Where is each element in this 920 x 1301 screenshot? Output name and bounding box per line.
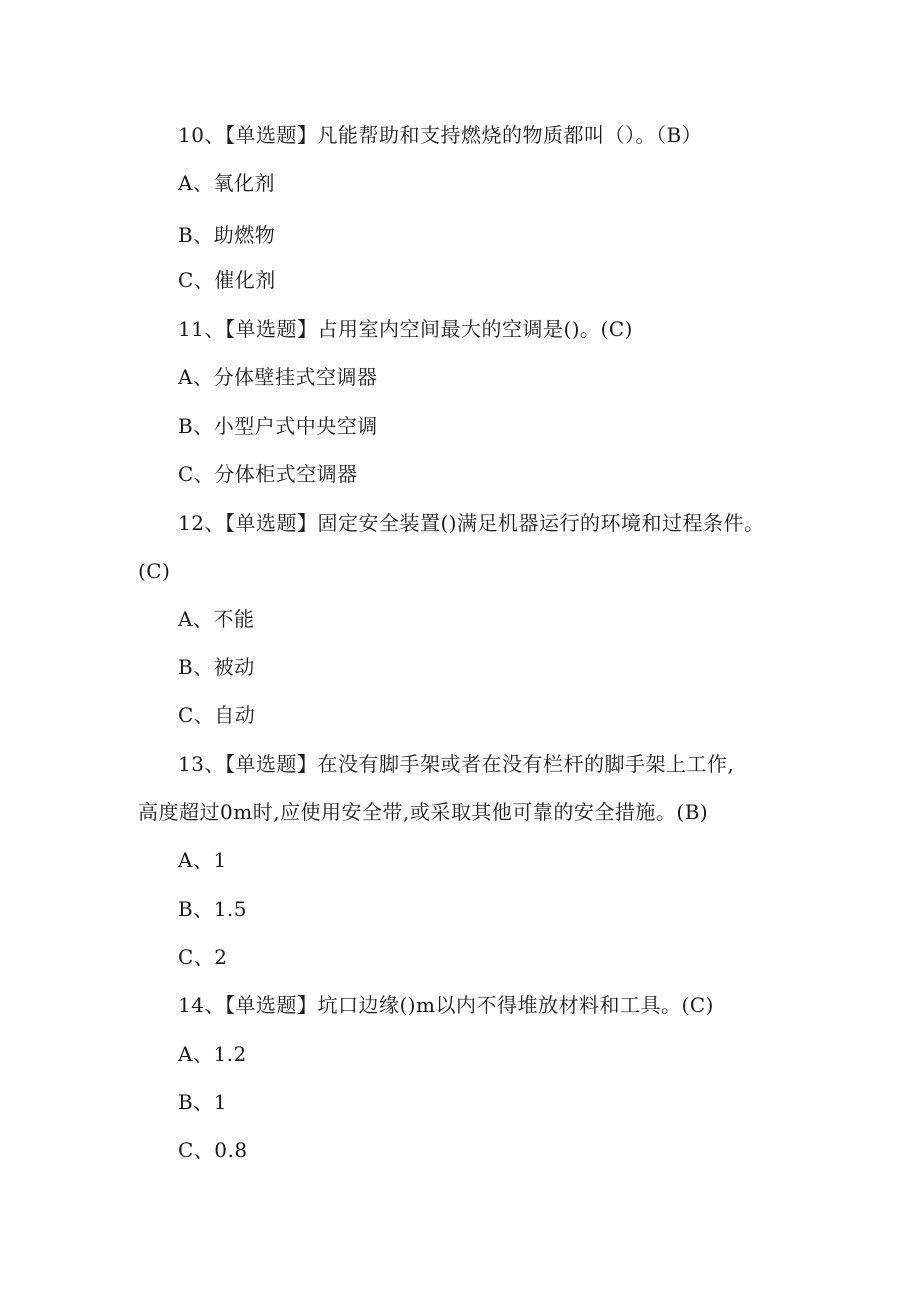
question-12-option-b: B、被动: [178, 655, 255, 679]
question-11-option-c: C、分体柜式空调器: [178, 462, 358, 486]
question-14-option-b: B、1: [178, 1090, 227, 1114]
question-13-option-c: C、2: [178, 945, 228, 969]
question-14-option-a: A、1.2: [178, 1042, 247, 1066]
question-10-option-a: A、氧化剂: [178, 171, 275, 195]
question-11-option-b: B、小型户式中央空调: [178, 414, 378, 438]
question-12-title: 12、【单选题】固定安全装置()满足机器运行的环境和过程条件。: [178, 511, 765, 535]
question-10-title: 10、【单选题】凡能帮助和支持燃烧的物质都叫（）。（B）: [178, 123, 703, 147]
question-10-option-c: C、催化剂: [178, 268, 276, 292]
question-13-option-b: B、1.5: [178, 897, 248, 921]
question-12-title-continued: (C): [138, 559, 171, 583]
question-10-option-b: B、助燃物: [178, 223, 276, 247]
question-12-option-c: C、自动: [178, 703, 256, 727]
question-12-option-a: A、不能: [178, 607, 255, 631]
question-13-title: 13、【单选题】在没有脚手架或者在没有栏杆的脚手架上工作,: [178, 752, 735, 776]
question-13-option-a: A、1: [178, 848, 227, 872]
question-14-option-c: C、0.8: [178, 1138, 248, 1162]
question-13-title-continued: 高度超过0m时,应使用安全带,或采取其他可靠的安全措施。(B): [138, 800, 709, 824]
question-11-title: 11、【单选题】占用室内空间最大的空调是()。(C): [178, 317, 633, 341]
question-14-title: 14、【单选题】坑口边缘()m以内不得堆放材料和工具。(C): [178, 993, 714, 1017]
question-11-option-a: A、分体壁挂式空调器: [178, 365, 378, 389]
